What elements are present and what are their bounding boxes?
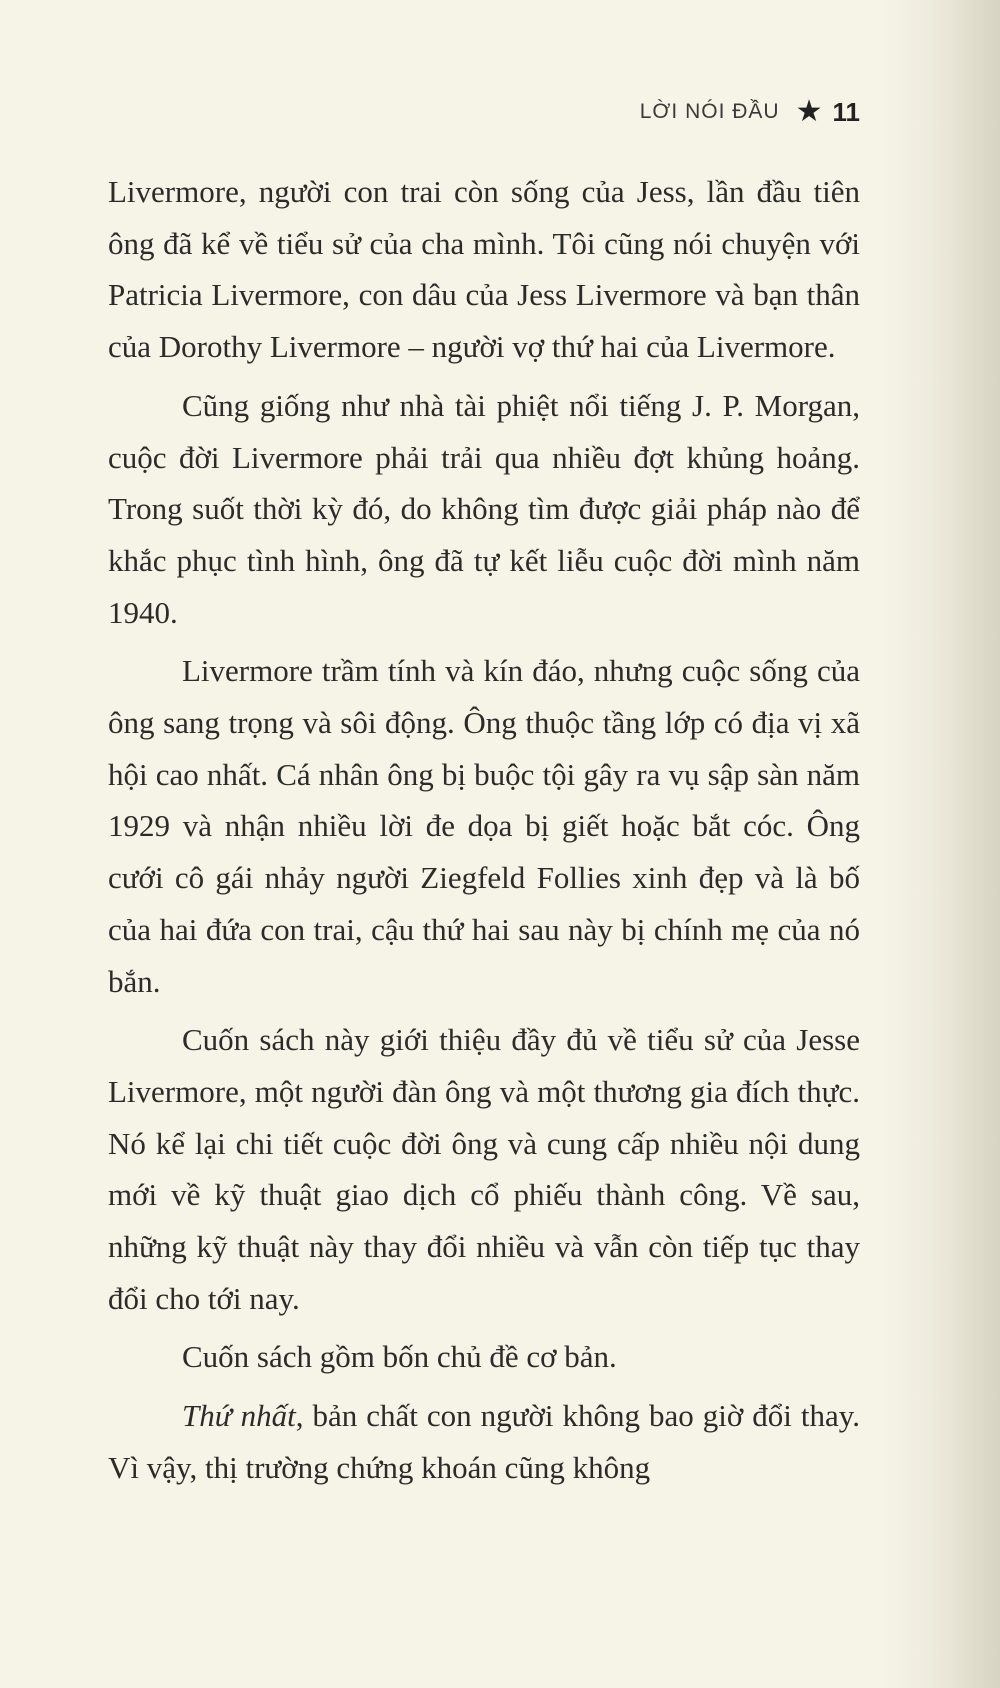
page-header bbox=[560, 92, 860, 132]
paragraph-1: Livermore, người con trai còn sống của Jess, lần đầu tiên ông đã kể về tiểu sử của cha mình. Tôi cũng nói chuyện với Patricia Livermore, con dâu của Jess Livermore và bạn thân của Dorothy Livermore – người vợ thứ hai của Livermore. bbox=[108, 174, 860, 365]
paragraph-5: Cuốn sách gồm bốn chủ đề cơ bản. bbox=[182, 1339, 617, 1375]
star-icon: ★ bbox=[795, 94, 823, 129]
paragraph-6-text: , bản chất con người không bao giờ đổi thay. Vì vậy, thị trường chứng khoán cũng không bbox=[108, 1398, 860, 1485]
body-text bbox=[108, 166, 860, 1501]
paragraph-6-emphasis: Thứ nhất bbox=[182, 1398, 296, 1434]
paragraph-3: Livermore trầm tính và kín đáo, nhưng cuộc sống của ông sang trọng và sôi động. Ông thuộc tầng lớp có địa vị xã hội cao nhất. Cá nhân ông bị buộc tội gây ra vụ sập sàn năm 1929 và nhận nhiều lời đe dọa bị giết hoặc bắt cóc. Ông cưới cô gái nhảy người Ziegfeld Follies xinh đẹp và là bố của hai đứa con trai, cậu thứ hai sau này bị chính mẹ của nó bắn. bbox=[108, 653, 860, 999]
paragraph-2: Cũng giống như nhà tài phiệt nổi tiếng J. P. Morgan, cuộc đời Livermore phải trải qua nhiều đợt khủng hoảng. Trong suốt thời kỳ đó, do không tìm được giải pháp nào để khắc phục tình hình, ông đã tự kết liễu cuộc đời mình năm 1940. bbox=[108, 387, 860, 630]
page-edge-shadow bbox=[930, 0, 1000, 1688]
paragraph-4: Cuốn sách này giới thiệu đầy đủ về tiểu sử của Jesse Livermore, một người đàn ông và một thương gia đích thực. Nó kể lại chi tiết cuộc đời ông và cung cấp nhiều nội dung mới về kỹ thuật giao dịch cổ phiếu thành công. Về sau, những kỹ thuật này thay đổi nhiều và vẫn còn tiếp tục thay đổi cho tới nay. bbox=[108, 1022, 860, 1316]
paragraph-6 bbox=[108, 1390, 860, 1493]
running-head: LỜI NÓI ĐẦU bbox=[639, 100, 780, 123]
page-number: 11 bbox=[832, 96, 860, 127]
